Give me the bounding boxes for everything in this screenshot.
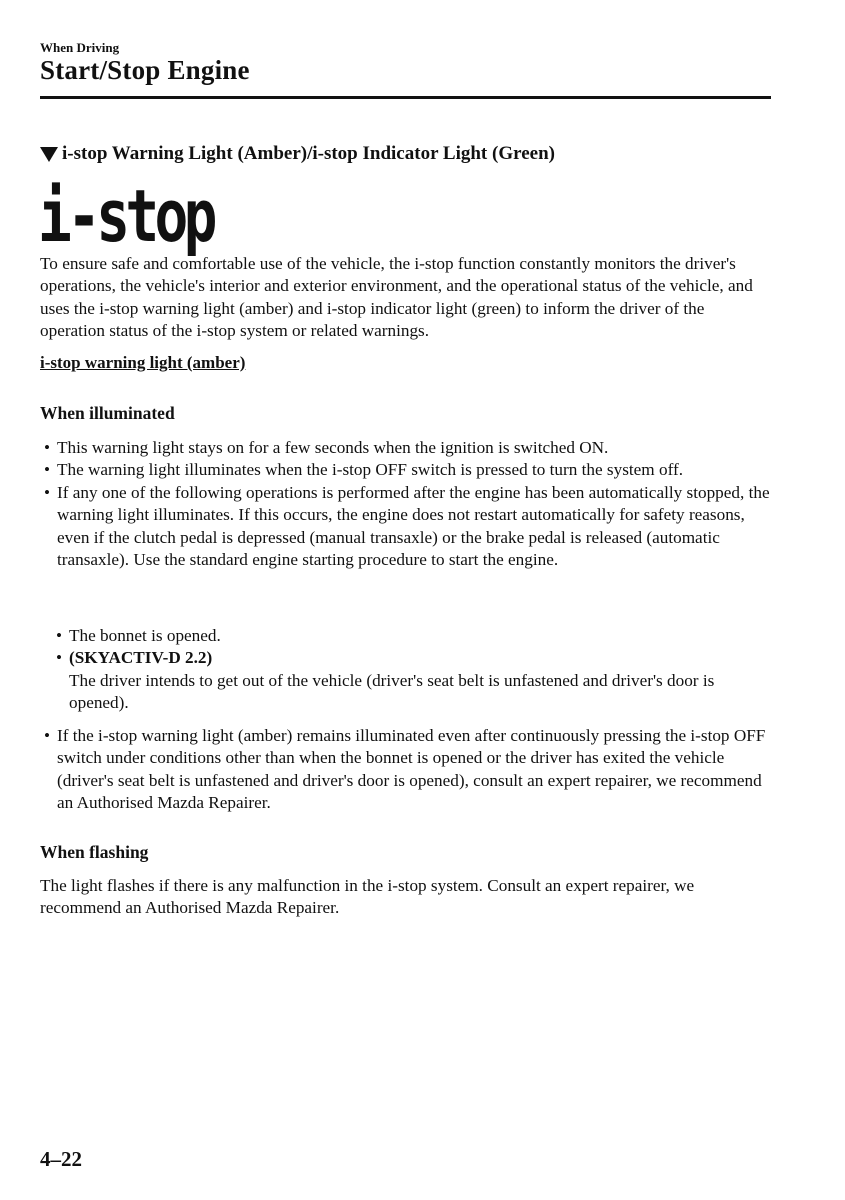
istop-symbol: i-stop [38, 174, 213, 258]
bullet-dot: • [56, 626, 63, 645]
list-item [56, 647, 772, 714]
when-illuminated-heading: When illuminated [40, 403, 175, 423]
when-flashing-heading: When flashing [40, 842, 149, 862]
bullet-text: If any one of the following operations is performed after the engine has been automatically stopped, the warning light illuminates. If this occurs, the engine does not restart automatically for safety reasons, even if the clutch pedal is depressed (manual transaxle) or the brake pedal is released (automatic transaxle). Use the standard engine starting procedure to start the engine. [57, 482, 770, 570]
bullet-dot: • [44, 438, 51, 457]
skyactiv-label: (SKYACTIV-D 2.2) [69, 648, 213, 668]
bullet-text: The driver intends to get out of the vehicle (driver's seat belt is unfastened and driver's door is opened). [69, 670, 715, 713]
bullet-dot: • [44, 460, 51, 480]
warning-light-heading: i-stop warning light (amber) [40, 353, 246, 372]
triangle-down-icon [40, 147, 58, 162]
manual-page [40, 0, 772, 1200]
bullet-text: If the i-stop warning light (amber) remains illuminated even after continuously pressing the i-stop OFF switch under conditions other than when the bonnet is opened or the driver has exited the vehicle (driver's seat belt is unfastened and driver's door is opened), consult an expert repairer, we recommend an Authorised Mazda Repairer. [57, 726, 766, 813]
list-item [44, 482, 772, 572]
condition-sub-list [56, 625, 772, 715]
bullet-dot: • [56, 648, 63, 668]
bullet-text: The warning light illuminates when the i-stop OFF switch is pressed to turn the system off. [57, 460, 684, 480]
bullet-dot: • [44, 726, 51, 745]
flashing-paragraph: The light flashes if there is any malfunction in the i-stop system. Consult an expert repairer, we recommend an Authorised Mazda Repairer. [40, 876, 695, 918]
page-number: 4–22 [40, 1147, 82, 1171]
title-divider [40, 96, 771, 99]
intro-paragraph: To ensure safe and comfortable use of the vehicle, the i-stop function constantly monitors the driver's operations, the vehicle's interior and exterior environment, and the operational status of the vehicle, and uses the i-stop warning light (amber) and i-stop indicator light (green) to inform the driver of the operation status of the i-stop system or related warnings. [40, 254, 753, 341]
illuminated-bullet-list [44, 437, 772, 571]
bullet-dot: • [44, 482, 51, 502]
list-item [44, 459, 772, 481]
list-item [56, 625, 772, 647]
illuminated-bullet-list-continued [44, 725, 772, 815]
section-heading-text: i-stop Warning Light (Amber)/i-stop Indicator Light (Green) [62, 143, 555, 164]
list-item [44, 725, 772, 815]
page-title: Start/Stop Engine [40, 55, 250, 85]
bullet-text: This warning light stays on for a few seconds when the ignition is switched ON. [57, 438, 609, 457]
running-head: When Driving [40, 40, 120, 55]
bullet-text: The bonnet is opened. [69, 626, 221, 645]
section-heading [40, 143, 555, 165]
list-item [44, 437, 772, 459]
